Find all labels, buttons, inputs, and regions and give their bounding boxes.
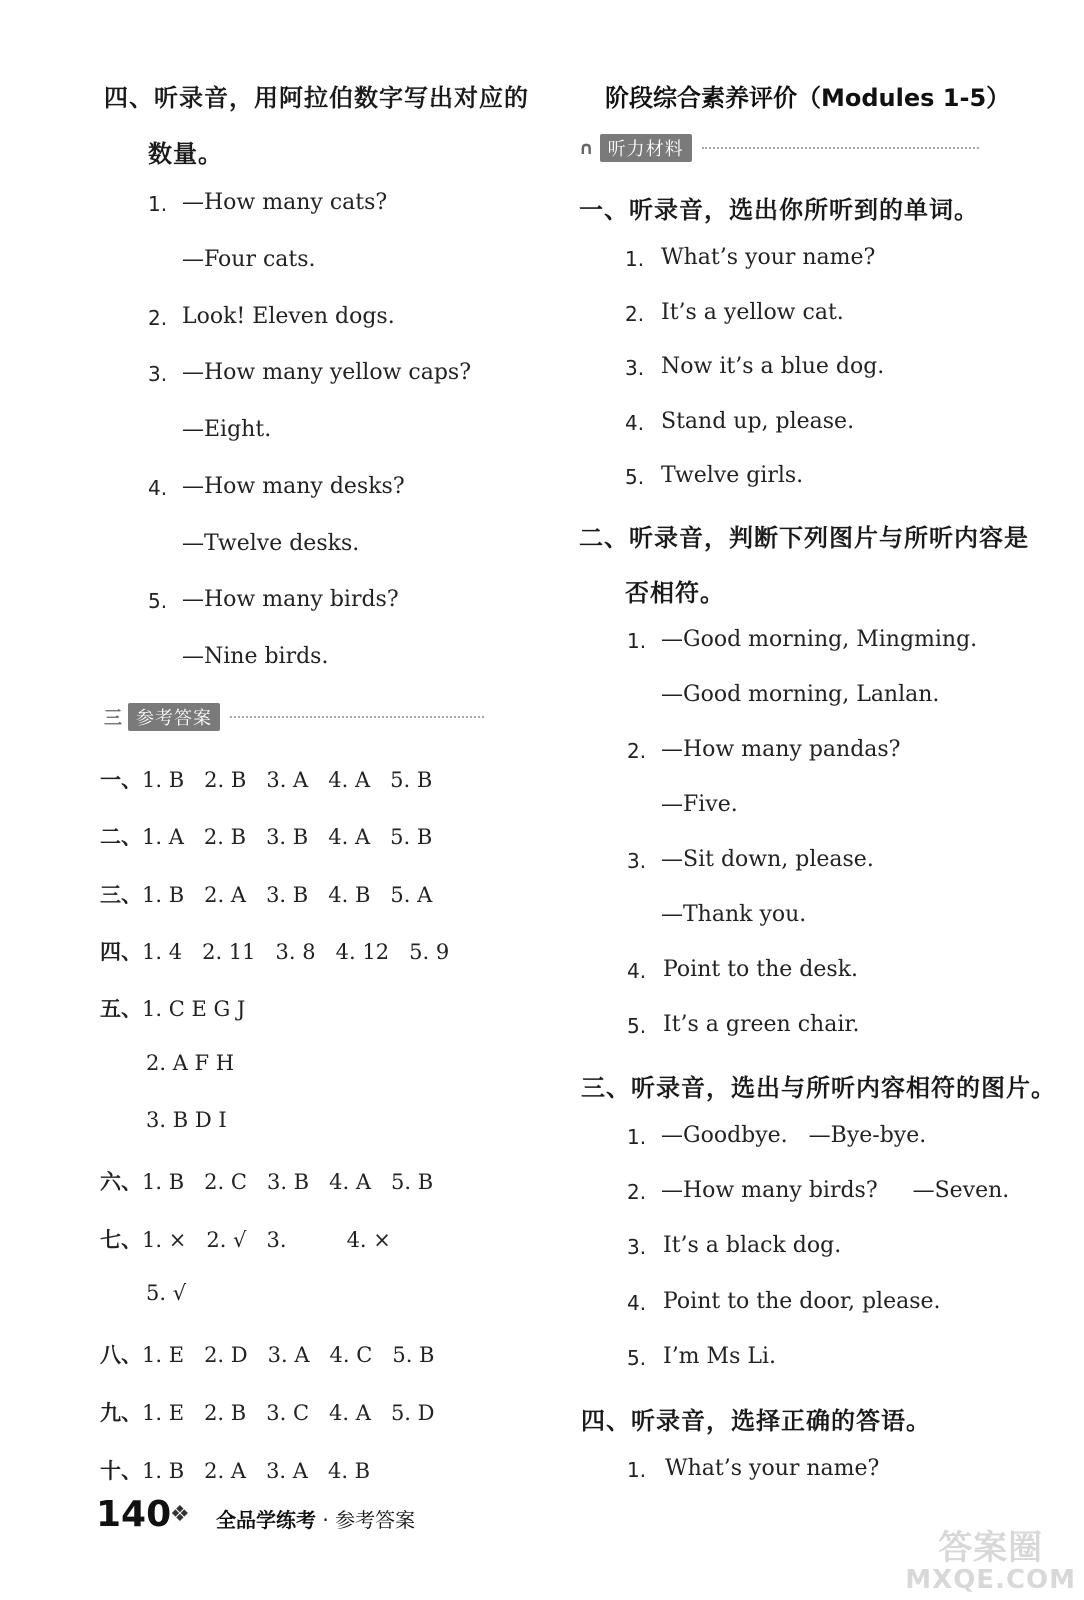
item-line: —How many desks? [182, 474, 405, 499]
answer-text: 1. A 2. B 3. B 4. A 5. B [142, 825, 433, 849]
item-number: 4. [625, 411, 645, 435]
item-line: —How many yellow caps? [182, 360, 472, 385]
answer-row [146, 1281, 186, 1305]
answer-row [100, 1224, 391, 1254]
answer-text: 3. B D I [146, 1108, 227, 1132]
answer-text: 1. E 2. D 3. A 4. C 5. B [142, 1343, 435, 1367]
answer-row [100, 1455, 370, 1485]
item-line: —Five. [661, 792, 738, 817]
answer-row [100, 879, 432, 909]
item-number: 4. [148, 476, 168, 500]
answer-text: 1. E 2. B 3. C 4. A 5. D [142, 1401, 435, 1425]
dotted-divider [230, 716, 484, 718]
item-line: —Four cats. [182, 247, 316, 272]
item-line: Twelve girls. [661, 463, 804, 488]
answer-label: 十、 [100, 1459, 142, 1483]
answer-text: 1. B 2. B 3. A 4. A 5. B [142, 768, 433, 792]
item-line: —How many birds? —Seven. [661, 1178, 1010, 1203]
answer-row [100, 993, 245, 1023]
footer-subtitle: 参考答案 [335, 1508, 416, 1532]
answer-row [100, 936, 449, 966]
item-line: It’s a black dog. [663, 1233, 842, 1258]
item-number: 2. [625, 302, 645, 326]
item-number: 4. [627, 959, 647, 983]
item-number: 1. [625, 247, 645, 271]
answer-row [146, 1051, 234, 1075]
item-line: Point to the desk. [663, 957, 859, 982]
footer-brand-name: 全品学练考 [216, 1508, 316, 1532]
answer-row [100, 1166, 433, 1196]
item-line: —Goodbye. —Bye-bye. [661, 1123, 927, 1148]
footer-brand [216, 1504, 415, 1533]
answer-text: 2. A F H [146, 1051, 235, 1075]
item-number: 3. [627, 1235, 647, 1259]
section-2-title-cont: 否相符。 [625, 579, 725, 607]
answer-label: 二、 [100, 825, 142, 849]
answer-key-label: 参考答案 [128, 703, 220, 731]
answer-text: 1. B 2. C 3. B 4. A 5. B [142, 1170, 434, 1194]
listening-material-tag [579, 135, 979, 161]
answer-label: 八、 [100, 1343, 142, 1367]
item-line: —Good morning, Lanlan. [661, 682, 940, 707]
answer-text: 1. B 2. A 3. B 4. B 5. A [142, 883, 433, 907]
item-number: 2. [627, 1180, 647, 1204]
item-line: —How many pandas? [661, 737, 901, 762]
section-4-title: 四、听录音，用阿拉伯数字写出对应的 [104, 84, 529, 112]
item-number: 3. [148, 362, 168, 386]
footer-separator: · [322, 1508, 329, 1532]
item-line: Now it’s a blue dog. [661, 354, 885, 379]
item-number: 5. [627, 1014, 647, 1038]
answer-row [100, 1397, 435, 1427]
answer-text: 1. × 2. √ 3. 4. × [142, 1228, 391, 1252]
item-number: 2. [148, 306, 168, 330]
answer-key-icon: 三 [104, 708, 122, 729]
item-line: It’s a yellow cat. [661, 300, 844, 325]
item-line: —Sit down, please. [661, 847, 874, 872]
item-line: Look! Eleven dogs. [182, 304, 395, 329]
listening-material-label: 听力材料 [600, 134, 692, 162]
item-number: 4. [627, 1291, 647, 1315]
watermark-line-2: MXQE.COM [905, 1564, 1076, 1595]
answer-text: 5. √ [146, 1281, 187, 1305]
item-number: 2. [627, 739, 647, 763]
section-1-title: 一、听录音，选出你所听到的单词。 [579, 196, 979, 224]
item-line: What’s your name? [665, 1456, 880, 1481]
item-number: 3. [625, 356, 645, 380]
answer-label: 一、 [100, 768, 142, 792]
item-number: 3. [627, 849, 647, 873]
item-line: —Eight. [182, 417, 272, 442]
item-line: —Good morning, Mingming. [661, 627, 978, 652]
answer-label: 四、 [100, 940, 142, 964]
dotted-divider [702, 147, 979, 149]
answer-row [146, 1108, 227, 1132]
item-line: What’s your name? [661, 245, 876, 270]
footer-decoration-icon: ❖ [170, 1502, 190, 1527]
item-line: Stand up, please. [661, 409, 855, 434]
answer-label: 七、 [100, 1228, 142, 1252]
answer-text: 1. B 2. A 3. A 4. B [142, 1459, 371, 1483]
answer-text: 1. 4 2. 11 3. 8 4. 12 5. 9 [142, 940, 450, 964]
item-number: 5. [627, 1346, 647, 1370]
answer-label: 九、 [100, 1401, 142, 1425]
page-title: 阶段综合素养评价（Modules 1-5） [605, 84, 1011, 112]
page-number: 140 [96, 1494, 172, 1535]
headphones-icon: ∩ [579, 137, 594, 159]
item-number: 1. [148, 192, 168, 216]
section-4-title-cont: 数量。 [148, 140, 223, 168]
section-2-title: 二、听录音，判断下列图片与所听内容是 [579, 524, 1029, 552]
item-line: —Twelve desks. [182, 531, 360, 556]
section-3-title: 三、听录音，选出与所听内容相符的图片。 [581, 1074, 1056, 1102]
answer-row [100, 1339, 435, 1369]
answer-row [100, 764, 432, 794]
item-line: I’m Ms Li. [663, 1344, 776, 1369]
item-number: 5. [148, 589, 168, 613]
item-number: 5. [625, 465, 645, 489]
watermark-line-1: 答案圈 [938, 1528, 1044, 1569]
item-line: —How many cats? [182, 190, 388, 215]
item-line: It’s a green chair. [663, 1012, 860, 1037]
item-line: —Nine birds. [182, 644, 329, 669]
answer-label: 六、 [100, 1170, 142, 1194]
answer-row [100, 821, 432, 851]
answer-text: 1. C E G J [142, 997, 246, 1021]
answer-label: 三、 [100, 883, 142, 907]
item-number: 1. [627, 1125, 647, 1149]
item-line: —Thank you. [661, 902, 807, 927]
item-number: 1. [627, 1458, 647, 1482]
item-line: —How many birds? [182, 587, 399, 612]
answer-key-tag [104, 704, 484, 730]
item-line: Point to the door, please. [663, 1289, 941, 1314]
watermark-logo [905, 1528, 1076, 1595]
item-number: 1. [627, 629, 647, 653]
section-4-title: 四、听录音，选择正确的答语。 [581, 1407, 931, 1435]
answer-label: 五、 [100, 997, 142, 1021]
